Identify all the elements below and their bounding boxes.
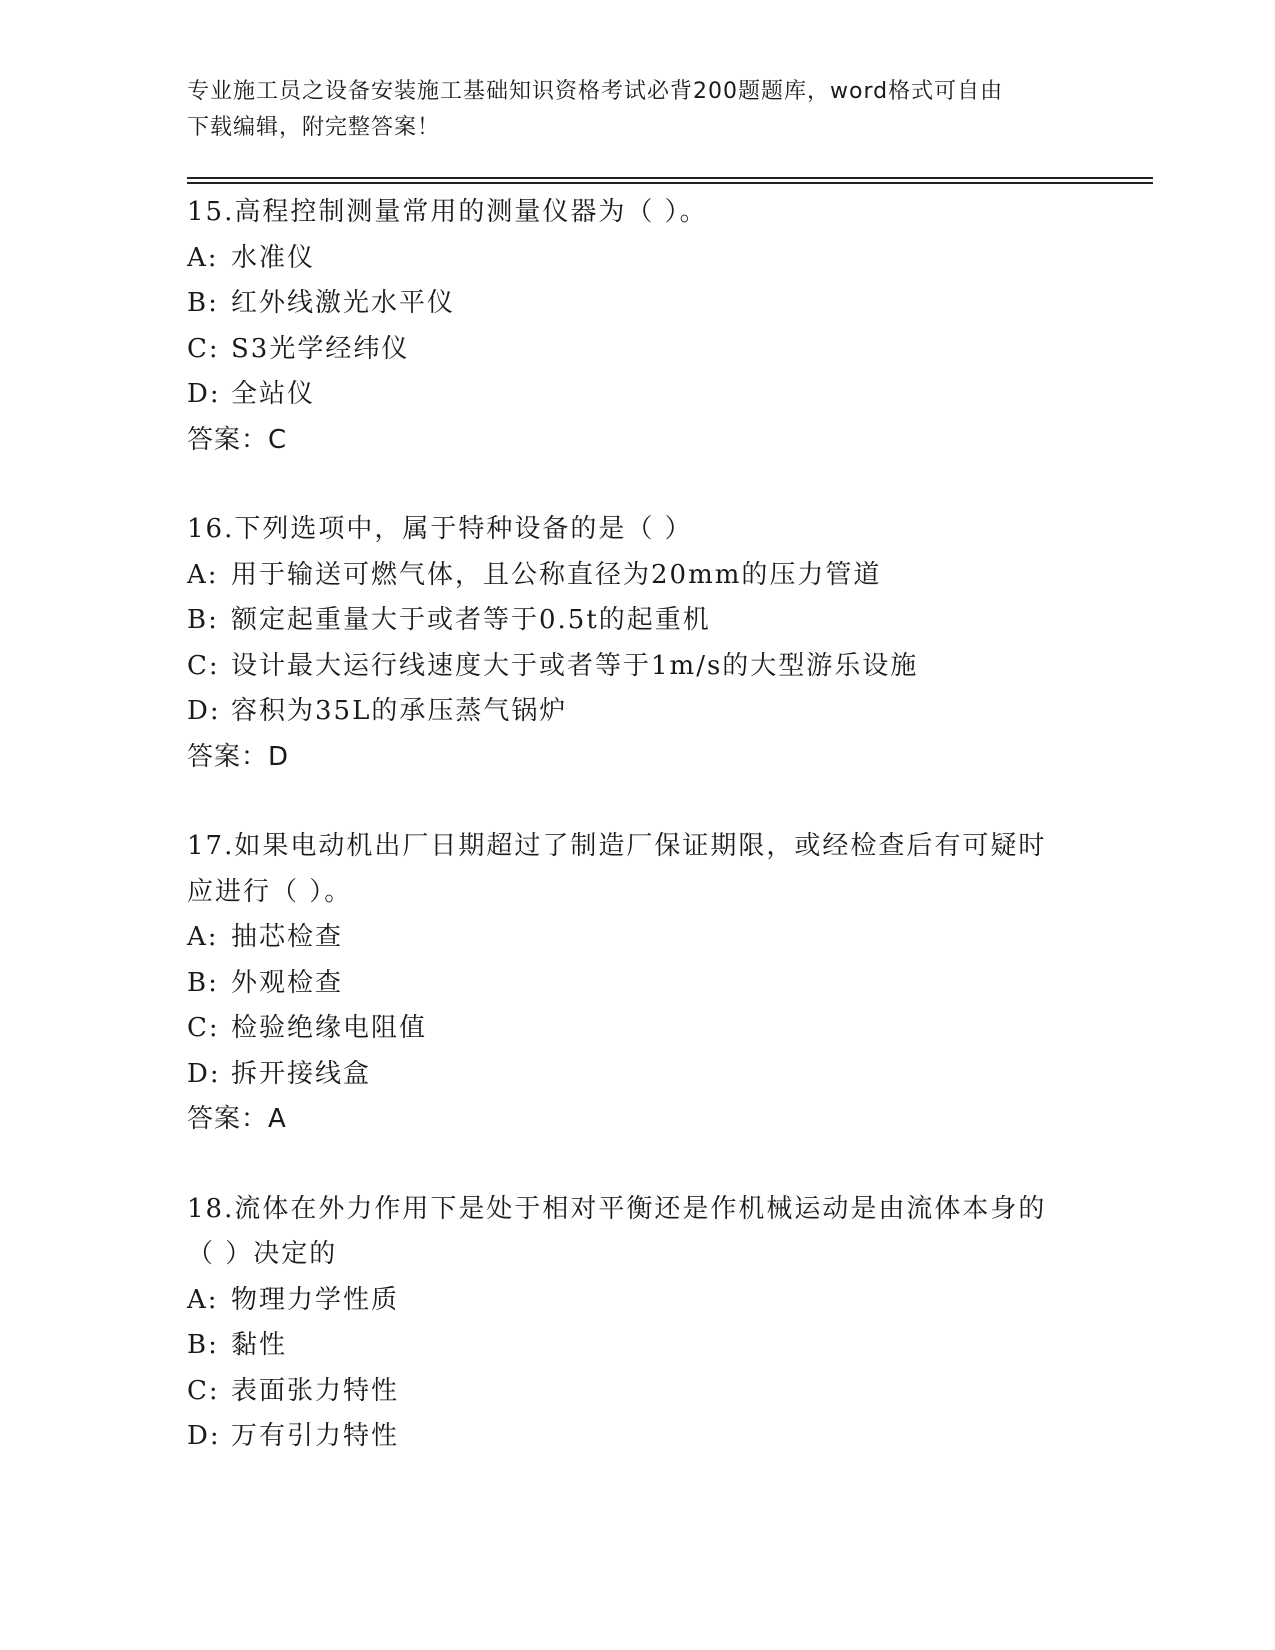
answer-option [187, 553, 1087, 599]
answer-option [187, 1052, 1087, 1098]
answer-option [187, 1414, 1087, 1460]
answer-option [187, 915, 1087, 961]
option-label: C: [187, 650, 220, 681]
question-list [187, 190, 1087, 1504]
question-stem-text: 如果电动机出厂日期超过了制造厂保证期限，或经检查后有可疑时 [234, 831, 1047, 861]
option-label: D: [187, 1058, 221, 1089]
question-stem-text: 下列选项中，属于特种设备的是（ ） [234, 514, 693, 544]
answer-key: 答案：A [187, 1104, 287, 1134]
answer-option [187, 644, 1087, 690]
answer-key: 答案：D [187, 741, 290, 772]
option-text: 水准仪 [231, 242, 316, 273]
answer-option [187, 236, 1087, 282]
option-label: B: [187, 288, 219, 318]
option-label: A: [187, 1284, 219, 1315]
question-number: 16. [187, 514, 235, 544]
option-text: 拆开接线盒 [231, 1058, 372, 1089]
option-label: A: [187, 922, 219, 952]
option-text: 红外线激光水平仪 [231, 288, 456, 318]
answer-option [187, 281, 1087, 327]
option-label: C: [187, 1013, 220, 1043]
question-stem-text: （ ）决定的 [187, 1239, 338, 1269]
option-label: C: [187, 1375, 220, 1406]
option-text: 表面张力特性 [231, 1375, 400, 1406]
question-stem [187, 870, 1087, 916]
header-divider-bottom [187, 182, 1153, 184]
option-text: 额定起重量大于或者等于0.5t的起重机 [231, 605, 711, 635]
question-stem [187, 507, 1087, 553]
answer-option [187, 372, 1087, 418]
question-stem-text: 高程控制测量常用的测量仪器为（ ）。 [234, 197, 708, 227]
option-label: A: [187, 242, 219, 273]
answer-option [187, 1006, 1087, 1052]
option-label: B: [187, 967, 219, 998]
option-text: 黏性 [231, 1330, 288, 1360]
option-text: 用于输送可燃气体，且公称直径为20mm的压力管道 [231, 559, 882, 590]
question-number: 15. [187, 197, 235, 227]
option-text: 外观检查 [231, 967, 344, 998]
option-text: 万有引力特性 [231, 1421, 400, 1451]
option-label: D: [187, 1421, 221, 1451]
option-text: 检验绝缘电阻值 [231, 1013, 428, 1043]
header-line-1: 专业施工员之设备安装施工基础知识资格考试必背200题题库，word格式可自由 [187, 79, 1004, 104]
question-number: 18. [187, 1193, 235, 1224]
option-label: B: [187, 605, 219, 635]
question-stem-text: 流体在外力作用下是处于相对平衡还是作机械运动是由流体本身的 [234, 1193, 1047, 1224]
option-text: 容积为35L的承压蒸气锅炉 [231, 696, 568, 726]
answer-option [187, 327, 1087, 373]
question-number: 17. [187, 831, 235, 861]
question-stem [187, 1232, 1087, 1278]
option-text: 物理力学性质 [231, 1284, 400, 1315]
question-block [187, 190, 1087, 463]
answer-option [187, 689, 1087, 735]
answer-option [187, 1369, 1087, 1415]
option-text: 设计最大运行线速度大于或者等于1m/s的大型游乐设施 [231, 650, 919, 681]
answer-key: 答案：C [187, 424, 288, 455]
question-stem [187, 190, 1087, 236]
option-label: C: [187, 333, 220, 364]
answer-option [187, 598, 1087, 644]
document-header [187, 74, 1087, 146]
option-text: S3光学经纬仪 [231, 333, 410, 364]
header-line-2: 下载编辑，附完整答案！ [187, 115, 441, 140]
question-stem [187, 1187, 1087, 1233]
header-divider-top [187, 177, 1153, 179]
option-label: D: [187, 379, 221, 409]
question-block [187, 507, 1087, 780]
answer-option [187, 1323, 1087, 1369]
answer-option [187, 1278, 1087, 1324]
option-text: 全站仪 [231, 379, 316, 409]
answer-option [187, 961, 1087, 1007]
option-label: B: [187, 1330, 219, 1360]
option-label: A: [187, 559, 219, 590]
question-stem [187, 824, 1087, 870]
option-label: D: [187, 696, 221, 726]
option-text: 抽芯检查 [231, 922, 344, 952]
question-block [187, 1187, 1087, 1460]
question-stem-text: 应进行（ ）。 [187, 876, 353, 907]
question-block [187, 824, 1087, 1143]
